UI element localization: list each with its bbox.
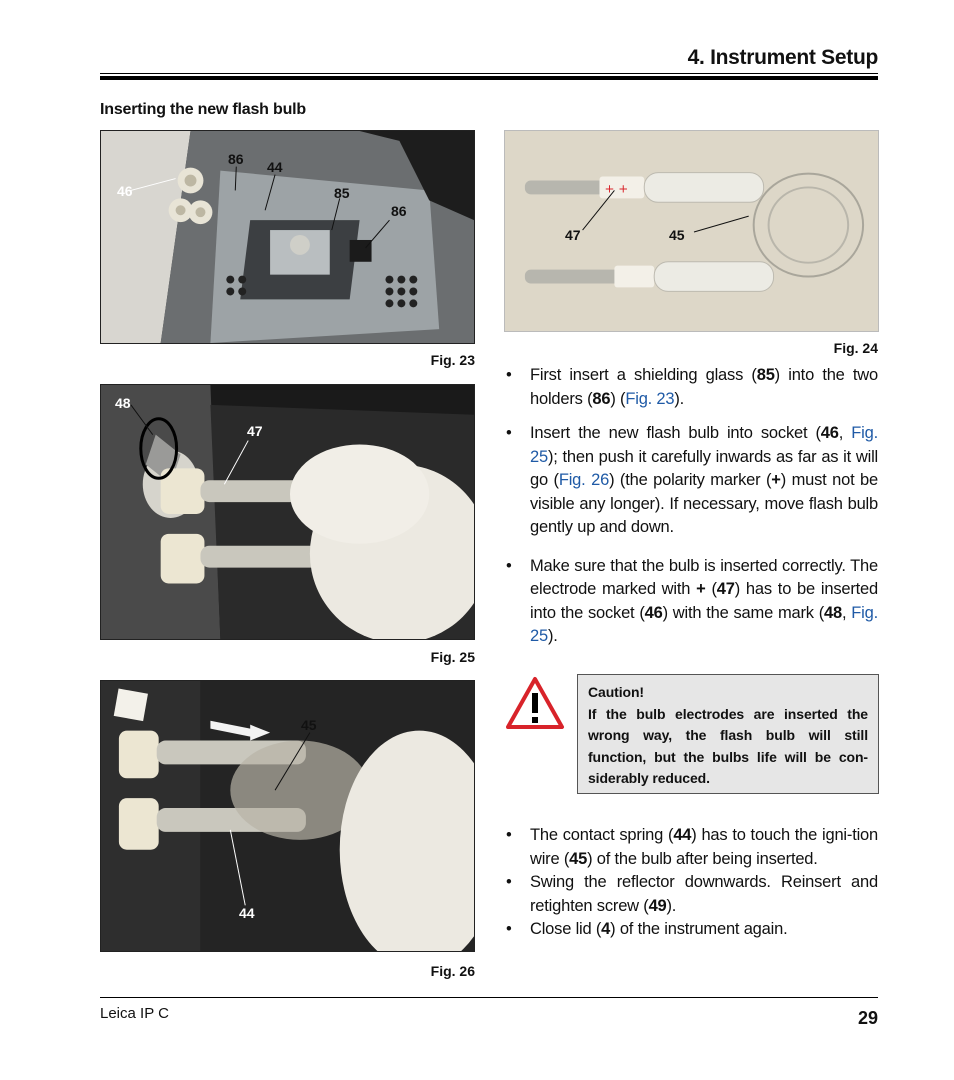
figure-23-photo — [100, 130, 475, 344]
caution-box — [577, 674, 879, 794]
instruction-check-polarity: • Make sure that the bulb is inserted correctly. The electrode marked with + (47) has to be inserted into the socket (46) with the same mark (48, Fig. 25). — [506, 556, 879, 645]
svg-text:+ +: + + — [604, 181, 629, 196]
fig-25-link[interactable]: Fig. 25 — [530, 424, 878, 466]
figure-25-photo — [100, 384, 475, 640]
callout-45-fig26: 45 — [301, 717, 317, 733]
callout-86-left: 86 — [228, 151, 244, 167]
instruction-swing-reflector: • Swing the reflector downwards. Reinsert and retighten screw (49). — [506, 873, 878, 915]
page-number: 29 — [857, 1008, 878, 1028]
section-heading: Inserting the new flash bulb — [100, 101, 306, 118]
fig-25-link-2[interactable]: Fig. 25 — [530, 603, 878, 645]
instruction-list-bottom — [506, 824, 878, 942]
callout-44-fig26: 44 — [239, 905, 255, 921]
figure-24-caption: Fig. 24 — [833, 340, 878, 356]
chapter-title: 4. Instrument Setup — [687, 46, 878, 69]
footer-product-name: Leica IP C — [100, 1005, 169, 1022]
callout-44: 44 — [267, 159, 283, 175]
callout-48: 48 — [115, 395, 131, 411]
figure-24-photo — [504, 130, 879, 332]
header-rule-thin — [100, 73, 878, 74]
figure-23-caption: Fig. 23 — [430, 352, 475, 368]
callout-45: 45 — [669, 227, 685, 243]
instruction-close-lid: • Close lid (4) of the instrument again. — [506, 920, 788, 938]
header-rule-thick — [100, 76, 878, 80]
figure-26-photo — [100, 680, 475, 952]
fig-26-link[interactable]: Fig. 26 — [558, 471, 610, 489]
instruction-contact-spring: • The contact spring (44) has to touch the igni-tion wire (45) of the bulb after being inserted. — [506, 826, 878, 868]
fig-23-link[interactable]: Fig. 23 — [625, 389, 675, 408]
bulb-pushed-in-photo — [101, 681, 474, 951]
caution-title: Caution! — [588, 684, 644, 700]
callout-85: 85 — [334, 185, 350, 201]
callout-46: 46 — [117, 183, 133, 199]
callout-86-right: 86 — [391, 203, 407, 219]
instruction-shielding-glass: • First insert a shielding glass (85) into the two holders (86) (Fig. 23). — [506, 366, 879, 408]
footer-rule — [100, 997, 878, 998]
figure-25-caption: Fig. 25 — [430, 649, 475, 665]
instrument-socket-photo — [101, 131, 474, 343]
instruction-list-top — [506, 364, 878, 649]
warning-triangle-icon — [505, 676, 565, 730]
callout-47: 47 — [565, 227, 581, 243]
callout-47-fig25: 47 — [247, 423, 263, 439]
caution-text: If the bulb electrodes are inserted the wrong way, the flash bulb will still function, but the bulbs life will be con-siderably reduced. — [588, 705, 868, 786]
instruction-insert-bulb: • Insert the new flash bulb into socket (46, Fig. 25); then push it carefully inwards as far as it will go (Fig. 26) (the polarity marker (+) must not be visible any longer). If necessary, move flash bulb gently up and down. — [506, 424, 878, 536]
figure-26-caption: Fig. 26 — [430, 963, 475, 979]
bulb-insertion-photo — [101, 385, 474, 639]
flash-bulbs-photo — [505, 131, 878, 331]
